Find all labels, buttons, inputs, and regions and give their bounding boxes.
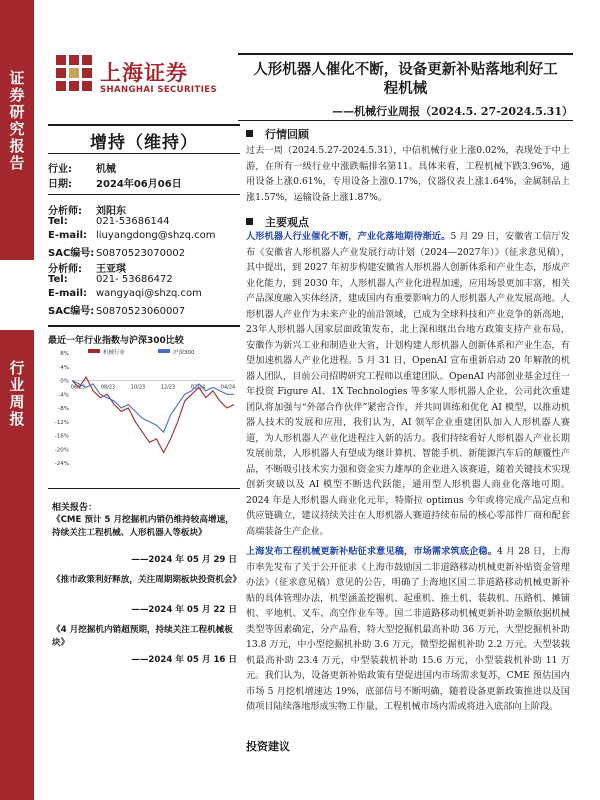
views-p2-body: 4 月 28 日，上海市率先发布了关于公开征求《上海市鼓励国二非道路移动机械更新补贴资金管理办法》（征求意见稿）意见的公告，明确了上海地区国二非道路移动机械更新补贴的具体管理办法，机型涵盖挖掘机、起重机、推土机、装载机、压路机、摊铺机、平地机、叉车、高空作业车等。国二非道路移动机械更新补助金额依据机械类型等因素确定，分产品看，特大型挖掘机最高补助 36 万元，大型挖掘机补助 13.8 万元，中小型挖掘机补助 3.6 万元，微型挖掘机补助 2.2 万元。大型装载机最高补助 23.4 万元，中型装载机补助 15.6 万元，小型装载机补助 11 万元。我们认为，设备更新补贴政策有望促进国内市场需求复苏，CME 预估国内市场 5 月挖机增速达 19%，底部信号不断明确，随着设备更新政策推进以及国债项目陆续落地形成实物工作量，工程机械市场内需或将进入底部向上阶段。 <box>246 546 570 712</box>
subtitle-rule <box>238 120 573 121</box>
analyst1-tel-row <box>48 216 170 227</box>
section-views-heading <box>246 214 309 230</box>
related-date: ——2024 年 05 月 29 日 <box>131 555 237 565</box>
industry-value: 机械 <box>96 164 116 175</box>
related-title: 相关报告： <box>52 503 98 513</box>
report-subtitle: ——机械行业周报（2024.5. 27-2024.5.31） <box>332 105 573 118</box>
analyst2-email-row <box>48 288 202 299</box>
industry-label: 行业: <box>48 164 72 175</box>
y-tick-label: -8% <box>58 406 69 412</box>
y-tick-label: 0% <box>60 378 69 385</box>
report-title-line1: 人形机器人催化不断，设备更新补贴落地利好工 <box>253 61 558 78</box>
chart-svg <box>48 347 240 475</box>
series-line <box>72 381 234 433</box>
rating-rule <box>48 153 240 154</box>
analyst1-name-row <box>48 202 126 217</box>
date-value: 2024年06月06日 <box>96 179 182 190</box>
x-tick-label: 08/23 <box>100 384 116 391</box>
related-item[interactable]: 《推市政策利好释放，关注周期期板块投资机会》 <box>52 575 242 585</box>
views-p1-lead: 人形机器人行业催化不断，产业化落地期待渐近。 <box>246 231 451 242</box>
date-label: 日期: <box>48 179 72 190</box>
views-p2-lead: 上海发布工程机械更新补贴征求意见稿，市场需求筑底企稳。 <box>246 546 497 557</box>
analyst-name: 王亚琪 <box>96 264 126 275</box>
square-bullet-icon <box>246 130 253 137</box>
x-tick-label: 02/24 <box>190 384 206 391</box>
legend-label: 机械行业 <box>103 350 126 356</box>
analyst1-sac-row <box>48 244 185 259</box>
industry-row <box>48 160 116 175</box>
y-tick-label: -4% <box>58 392 69 399</box>
logo-text-en: SHANGHAI SECURITIES <box>100 85 217 95</box>
views-p1-body: 5 月 29 日，安徽省工信厅发布《安徽省人形机器人产业发展行动计划（2024—2027年）》（征求意见稿），其中提出，到 2027 年初步构建安徽省人形机器人创新体系和产业生态，形成产业化能力，到 2030 年，人形机器人产业化进程加速，应用场景更加丰富，相关产品深度融入实体经济，建成国内有重要影响力的人形机器人产业发展高地。人形机器人产业作为未来产业的前沿领域，已成为全球科技和产业竞争的新高地，23年人形机器人国家层面政策发布，北上深和继出台地方政策支持产业布局，安徽作为新兴工业和制造业大省，计划构建人形机器人创新体系和产业生态，有望加速机器人产业化进程。5 月 31 日，OpenAI 宣布重新启动 20 年解散的机器人团队，目前公司招聘研究工程师以重建团队。OpenAI 内部创业基金过往一年投资 Figure AI、1X Technologies 等多家人形机器人企业，公司此次重建团队将加强与“外部合作伙伴”紧密合作，并共同训练和优化 AI 模型，以推动机器人技术的发展和应用，我们认为，AI 领军企业重建团队加入人形机器人赛道，为人形机器人产业化进程注入新的活力。我们持续看好人形机器人产业长期发展前景，人形机器人有望成为继计算机、智能手机、新能源汽车后的颠覆性产品，不断吸引技术实力强和资金实力雄厚的企业进入该赛道，随着关键技术实现创新突破以及 AI 模型不断迭代跃能，通用型人形机器人商业化落地可期。2024 年是人形机器人商业化元年，特斯拉 optimus 今年或将完成产品定点和供应链确立，建议持续关注在人形机器人赛道持续布局的核心零部件厂商和配套高端装备生产企业。 <box>246 231 570 537</box>
analyst-label: 分析师: <box>48 264 82 275</box>
company-logo <box>56 55 226 100</box>
x-tick-label: 06/23 <box>70 384 86 391</box>
header-rule <box>238 53 573 55</box>
views-paragraph-2 <box>246 544 570 715</box>
y-tick-label: 4% <box>60 364 69 371</box>
tel-label: Tel: <box>48 274 68 285</box>
chart-bottom-rule <box>48 488 240 489</box>
analyst2-sac-row <box>48 302 185 317</box>
info-rule <box>48 194 240 195</box>
chart-top-rule <box>48 325 240 327</box>
analyst-sac: S0870523070002 <box>96 248 186 259</box>
analyst2-name-row <box>48 260 126 275</box>
email-label: E-mail: <box>48 288 88 299</box>
section-review-heading <box>246 126 309 142</box>
analyst-name: 刘阳东 <box>96 206 126 217</box>
side-banner <box>0 0 34 800</box>
square-bullet-icon <box>246 218 253 225</box>
analyst-label: 分析师: <box>48 206 82 217</box>
sac-label: SAC编号: <box>48 306 95 317</box>
related-item[interactable]: 《CME 预计 5 月挖掘机内销仍维持较高增速，持续关注工程机械、人形机器人等板块》 <box>52 515 234 538</box>
views-heading-text: 主要观点 <box>265 216 309 229</box>
side-label-weekly: 行业周报 <box>9 359 25 428</box>
analyst2-tel-row <box>48 274 173 285</box>
sac-label: SAC编号: <box>48 248 95 259</box>
date-row <box>48 175 182 190</box>
index-comparison-chart <box>48 347 240 475</box>
y-tick-label: -24% <box>54 461 69 467</box>
related-item[interactable]: 《4 月挖掘机内销超预期，持续关注工程机械板块》 <box>52 625 233 648</box>
views-paragraph-1 <box>246 229 570 539</box>
analyst-email[interactable]: wangyaqi@shzq.com <box>96 288 202 299</box>
related-date: ——2024 年 05 月 16 日 <box>131 655 237 665</box>
legend-label: 沪深300 <box>173 350 195 356</box>
analyst-email[interactable]: liuyangdong@shzq.com <box>96 230 216 241</box>
legend-swatch <box>88 349 100 353</box>
legend-swatch <box>158 349 170 353</box>
logo-text-cn: 上海证券 <box>100 61 188 85</box>
left-top-rule <box>48 124 240 126</box>
review-heading-text: 行情回顾 <box>265 128 309 141</box>
report-title <box>238 60 573 98</box>
x-tick-label: 12/23 <box>160 384 176 391</box>
analyst-sac: S0870523060007 <box>96 306 186 317</box>
chart-title: 最近一年行业指数与沪深300比较 <box>48 336 184 346</box>
x-tick-label: 10/23 <box>130 384 146 391</box>
x-tick-label: 04/24 <box>220 384 236 391</box>
analyst-tel: 021- 53686472 <box>96 274 173 285</box>
y-tick-label: -12% <box>54 419 69 426</box>
y-tick-label: -20% <box>54 447 69 454</box>
analyst-tel: 021-53686144 <box>96 216 170 227</box>
email-label: E-mail: <box>48 230 88 241</box>
report-title-line2: 程机械 <box>383 80 428 97</box>
review-paragraph: 过去一周（2024.5.27-2024.5.31），中信机械行业上涨0.02%，表现处于中上游，在所有一级行业中涨跌幅排名第11。具体来看，工程机械下跌3.96%，通用设备上涨0.61%，专用设备上涨0.17%，仪器仪表上涨1.64%，金属制品上涨1.57%，运输设备上涨1.87%。 <box>246 145 570 203</box>
tel-label: Tel: <box>48 216 68 227</box>
rating: 增持（维持） <box>90 133 198 153</box>
side-label-report-type: 证券研究报告 <box>9 69 25 172</box>
y-tick-label: 8% <box>60 351 69 357</box>
logo-mark-icon <box>56 55 92 91</box>
advice-heading: 投资建议 <box>246 740 290 753</box>
related-date: ——2024 年 05 月 22 日 <box>131 605 237 615</box>
y-tick-label: -16% <box>54 433 69 440</box>
analyst1-email-row <box>48 230 215 241</box>
